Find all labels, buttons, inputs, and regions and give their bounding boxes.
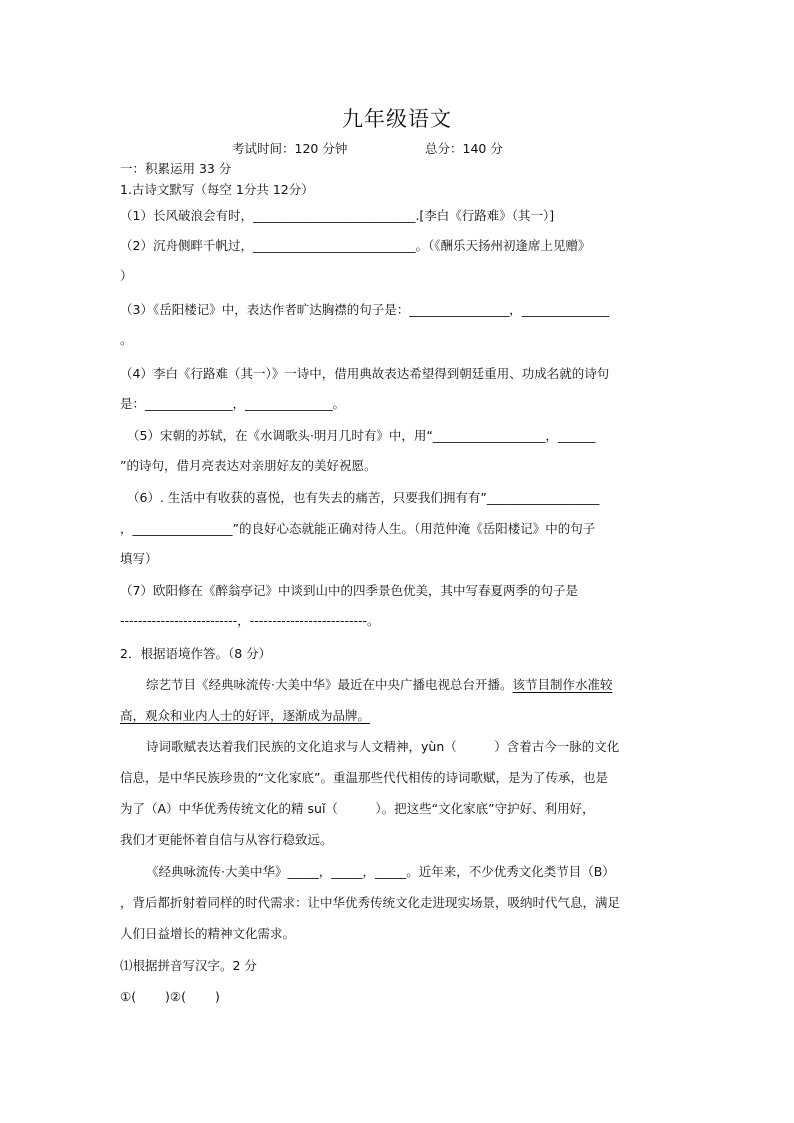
passage-2-line-4: 我们才更能怀着自信与从容行稳致远。 [120,832,333,847]
exam-time: 考试时间：120 分钟 [232,141,348,156]
question-1-4-cont: 是：______________，______________。 [120,396,346,411]
question-1-3: （3）《岳阳楼记》中，表达作者旷达胸襟的句子是：________________，______________ [120,302,610,317]
passage-3-line-2: ，背后都折射着同样的时代需求：让中华优秀传统文化走进现实场景，吸纳时代气息，满足 [120,895,621,910]
question-2-heading: 2．根据语境作答。（8 分） [120,646,272,661]
page-title: 九年级语文 [342,107,452,131]
question-1-1: （1）长风破浪会有时，__________________________.[李白《行路难》（其一）] [120,208,555,223]
passage-2-line-3: 为了（A）中华优秀传统文化的精 suǐ（ ）。把这些“文化家底”守护好、利用好， [120,801,595,816]
question-1-7-cont: --------------------------，--------------------------。 [120,613,380,628]
passage-2-line-2: 信息，是中华民族珍贵的“文化家底”。重温那些代代相传的诗词歌赋，是为了传承，也是 [120,770,608,785]
passage-3-line-1: 《经典咏流传·大美中华》_____，_____，_____。近年来，不少优秀文化类节目（B） [146,864,615,879]
passage-1-text: 综艺节目《经典咏流传·大美中华》最近在中央广播电视总台开播。 [146,677,513,692]
question-1-5-cont: ”的诗句，借月亮表达对亲朋好友的美好祝愿。 [120,458,377,473]
subquestion-1: ⑴根据拼音写汉字。2 分 [120,958,257,973]
section-heading: 一：积累运用 33 分 [120,161,232,176]
question-1-3-cont: 。 [120,332,133,347]
question-1-2-cont: ） [120,268,133,283]
passage-3-line-3: 人们日益增长的精神文化需求。 [120,926,296,941]
question-1-4: （4）李白《行路难（其一）》一诗中，借用典故表达希望得到朝廷重用、功成名就的诗句 [120,366,610,381]
passage-1-underlined-cont: 高，观众和业内人士的好评，逐渐成为品牌。 [120,708,371,723]
total-score: 总分：140 分 [425,141,503,156]
passage-2-line-1: 诗词歌赋表达着我们民族的文化追求与人文精神，yùn（ ）含着古今一脉的文化 [146,739,620,754]
passage-1 [146,675,613,695]
question-1-6: （6）. 生活中有收获的喜悦，也有失去的痛苦，只要我们拥有有”__________________ [127,490,600,505]
question-1-6-cont: ，________________”的良好心态就能正确对待人生。（用范仲淹《岳阳楼记》中的句子 [120,521,596,536]
subquestion-1-blanks: ①( )②( ) [120,989,220,1004]
question-1-heading: 1.古诗文默写（每空 1分共 12分） [120,182,314,197]
passage-1-underlined: 该节目制作水准较 [512,677,613,692]
question-1-5: （5）宋朝的苏轼，在《水调歌头·明月几时有》中，用“__________________，______ [127,428,596,443]
question-1-7: （7）欧阳修在《醉翁亭记》中谈到山中的四季景色优美，其中写春夏两季的句子是 [120,583,578,598]
question-1-6-cont2: 填写） [120,551,158,566]
question-1-2: （2）沉舟侧畔千帆过，__________________________。（《酬乐天扬州初逢席上见赠》 [120,238,591,253]
